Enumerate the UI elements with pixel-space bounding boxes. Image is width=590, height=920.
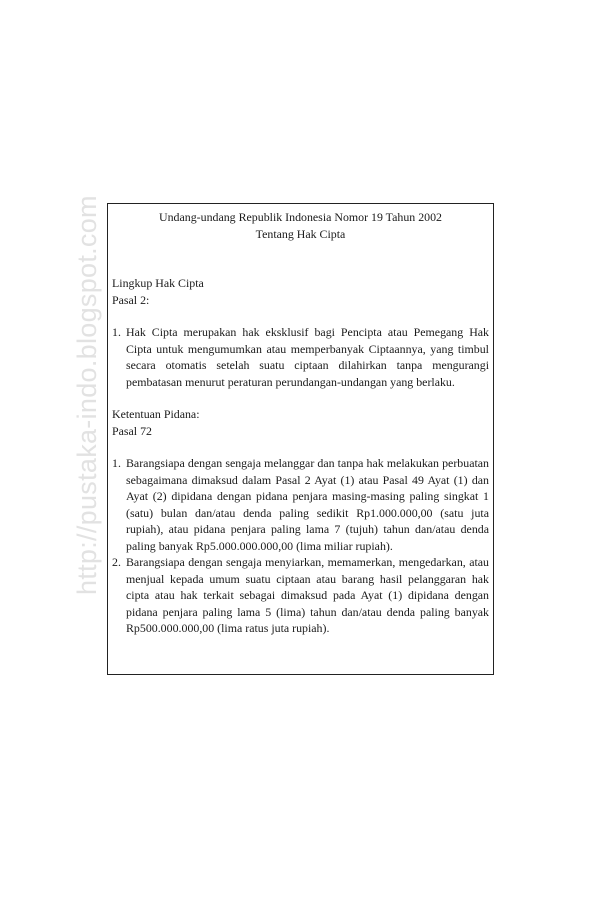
article-label-pasal-2: Pasal 2: — [112, 292, 150, 307]
list-item — [112, 455, 489, 554]
list-item-text: Barangsiapa dengan sengaja menyiarkan, memamerkan, mengedarkan, atau menjual kepada umum suatu ciptaan atau barang hasil pelanggaran hak cipta atau hak terkait sebagai dimaksud pada Ayat (1) dipidana dengan pidana penjara paling lama 5 (lima) tahun dan/atau denda paling banyak Rp500.000.000,00 (lima ratus juta rupiah). — [126, 555, 489, 635]
section-heading-scope: Lingkup Hak Cipta — [112, 276, 204, 290]
watermark-url: http://pustaka-indo.blogspot.com — [72, 195, 102, 595]
pasal-72-list — [112, 455, 489, 637]
section-heading-penalties: Ketentuan Pidana: — [112, 407, 200, 421]
document-title: Undang-undang Republik Indonesia Nomor 19 Tahun 2002 — [159, 210, 442, 224]
list-item — [112, 554, 489, 637]
list-item-text: Barangsiapa dengan sengaja melanggar dan tanpa hak melakukan perbuatan sebagaimana dimaksud dalam Pasal 2 Ayat (1) atau Pasal 49 Ayat (1) dan Ayat (2) dipidana dengan pidana penjara masing-masing paling singkat 1 (satu) bulan dan/atau denda paling sedikit Rp1.000.000,00 (satu juta rupiah), atau pidana penjara paling lama 7 (tujuh) tahun dan/atau denda paling banyak Rp5.000.000.000,00 (lima miliar rupiah). — [126, 456, 489, 553]
document-subtitle: Tentang Hak Cipta — [255, 226, 346, 241]
list-item-number: 1. — [112, 325, 121, 339]
copyright-notice-box — [107, 203, 494, 675]
list-item-text: Hak Cipta merupakan hak eksklusif bagi Pencipta atau Pemegang Hak Cipta untuk mengumumkan atau memperbanyak Ciptaannya, yang timbul secara otomatis setelah suatu ciptaan dilahirkan tanpa mengurangi pembatasan menurut peraturan perundangan-undangan yang berlaku. — [126, 325, 489, 389]
pasal-2-list — [112, 324, 489, 390]
list-item — [112, 324, 489, 390]
article-label-pasal-72: Pasal 72 — [112, 423, 152, 438]
list-item-number: 2. — [112, 555, 121, 569]
list-item-number: 1. — [112, 456, 121, 470]
